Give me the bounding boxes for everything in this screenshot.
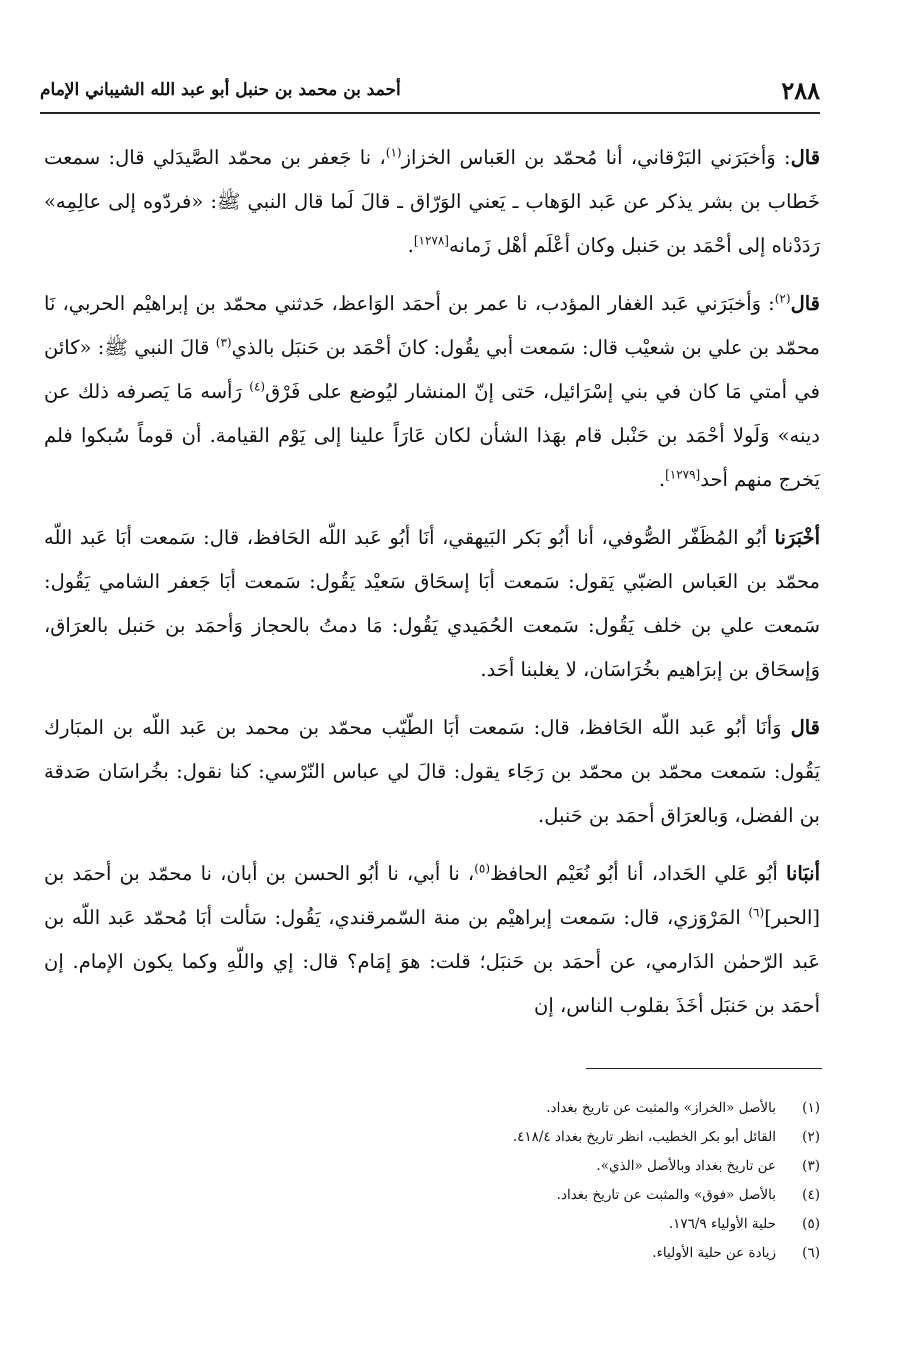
footnote-item — [300, 1123, 820, 1152]
paragraph — [44, 516, 820, 692]
paragraph — [44, 136, 820, 268]
footnote-number: (٥) — [802, 1216, 820, 1232]
paragraph-text: ، نا أبي، نا أبُو الحسن بن أبان، نا محمّد بن أحمَد بن [الحبر] — [44, 862, 820, 929]
paragraph-lead: أخْبَرَنا — [774, 526, 820, 549]
footnote-item — [300, 1094, 820, 1123]
paragraph-text: : وَأخبَرَني عَبد الغفار المؤدب، نا عمر بن أحمَد الوَاعظ، حَدثني محمّد بن إبراهيْم الحربي، نَا محمّد بن علي بن شعيْب قال: سَمعت أبي يقُول: كانَ أحْمَد بن حَنبَل بالذي — [44, 292, 820, 359]
footnote-number: (٦) — [802, 1245, 820, 1261]
footnote-text: حلية الأولياء ١٧٦/٩. — [668, 1216, 776, 1232]
paragraph-text: : وَأخبَرَني البَرْقاني، أنا مُحمّد بن العَباس الخزاز — [401, 146, 791, 169]
footnote-ref: (١) — [385, 145, 402, 160]
footnote-ref: (٢) — [774, 291, 791, 306]
paragraph-text: قالَ النبي ﷺ: «كائن في أمتي مَا كان في بني إسْرَائيل، حَتى إنّ المنشار ليُوضع على فَرْق — [44, 336, 820, 403]
paragraph — [44, 852, 820, 1028]
footnote-text: القائل أبو بكر الخطيب، انظر تاريخ بغداد ٤١٨/٤. — [512, 1129, 776, 1145]
paragraph — [44, 706, 820, 838]
footnote-text: بالأصل «الخراز» والمثبت عن تاريخ بغداد. — [546, 1100, 776, 1116]
paragraph-text: . — [658, 468, 666, 491]
footnote-ref: (٦) — [748, 905, 765, 920]
page-number: ٢٨٨ — [781, 75, 820, 105]
entry-number: [١٢٧٨] — [413, 233, 449, 248]
paragraph-text: أبُو المُظَفّر الصُّوفي، أنا أبُو بَكر البَيهقي، أنَا أبُو عَبد اللّه الحَافظ، قال: سَمعت أبَا عَبد اللّه محمّد بن العَباس الضبّي يَقول: سَمعت أبَا إسحَاق سَعيْد يَقُول: سَمعت أبَا جَعفر الشامي يَقُول: سَمعت علي بن خلف يَقُول: سَمعت الحُمَيدي يَقُول: مَا دمتُ بالحجاز وَأحمَد بن حَنبل بالعرَاق، وَإسحَاق بن إبرَاهيم بخُرَاسَان، لا يغلبنا أحَد. — [44, 526, 820, 681]
paragraph-text: . — [407, 234, 414, 257]
footnote-divider — [586, 1068, 822, 1069]
paragraph-lead: قال — [790, 146, 821, 169]
paragraph-text: أبُو عَلي الحَداد، أنا أبُو نُعَيْم الحافظ — [490, 862, 786, 885]
footnote-text: عن تاريخ بغداد وبالأصل «الذي». — [596, 1158, 776, 1174]
footnotes — [300, 1094, 820, 1268]
footnote-number: (٤) — [802, 1187, 820, 1203]
footnote-number: (٣) — [802, 1158, 820, 1174]
footnote-ref: (٤) — [249, 379, 266, 394]
paragraph-text: وَأنَا أبُو عَبد اللّه الحَافظ، قال: سَمعت أبَا الطّيّب محمّد بن محمد بن عَبد اللّه بن المبَارك يَقُول: سَمعت محمّد بن محمّد بن رَجَاء يقول: قالَ لي عباس النّرْسي: كنا نقول: بخُراسَان صَدقة بن الفضل، وَبالعرَاق أحمَد بن حَنبل. — [44, 716, 820, 827]
footnote-number: (١) — [802, 1100, 820, 1116]
footnote-item — [300, 1239, 820, 1268]
footnote-item — [300, 1210, 820, 1239]
running-header — [40, 68, 820, 114]
paragraph-text: المَرْوَزي، قال: سَمعت إبراهيْم بن منة السّمرقندي، يَقُول: سَألت أبَا مُحمّد عَبد اللّه بن عَبد الرّحمٰن الدَارمي، عن أحمَد بن حَنبَل؛ قلت: هوَ إمَام؟ قال: إي واللّهِ وكما يكون الإمام. إن أحمَد بن حَنبَل أخَذَ بقلوب الناس، إن — [44, 906, 820, 1017]
footnote-ref: (٥) — [474, 861, 491, 876]
paragraph-text: رَأسه مَا يَصرفه ذلك عن دينه» وَلَولا أحْمَد بن حَنْبل قام بهَذا الشأن لكان عَارَاً علينا إلى يَوْم القيامة. أن قوماً سُبكوا فلم يَخرج منهم أحد — [44, 380, 820, 491]
paragraph — [44, 282, 820, 502]
paragraph-lead: قال — [790, 292, 820, 315]
footnote-text: زيادة عن حلية الأولياء. — [652, 1245, 776, 1261]
entry-number: [١٢٧٩] — [665, 467, 701, 482]
paragraph-lead: قال — [790, 716, 820, 739]
footnote-text: بالأصل «فوق» والمثبت عن تاريخ بغداد. — [556, 1187, 776, 1203]
footnote-ref: (٣) — [215, 335, 232, 350]
paragraph-text: ، نا جَعفر بن محمّد الصَّيدَلي قال: سمعت خَطاب بن بشر يذكر عن عَبد الوَهاب ـ يَعني الوَرّاق ـ قالَ لَما قال النبي ﷺ: «فردّوه إلى عالِمِه» رَدَدْناه إلى أحْمَد بن حَنبل وكان أعْلَم أهْل زَمانه — [44, 146, 820, 257]
footnote-item — [300, 1181, 820, 1210]
footnote-number: (٢) — [802, 1129, 820, 1145]
footnote-item — [300, 1152, 820, 1181]
paragraph-lead: أنبَانا — [785, 862, 820, 885]
running-title: أحمد بن محمد بن حنبل أبو عبد الله الشيباني الإمام — [40, 80, 401, 100]
main-text — [44, 136, 820, 1042]
